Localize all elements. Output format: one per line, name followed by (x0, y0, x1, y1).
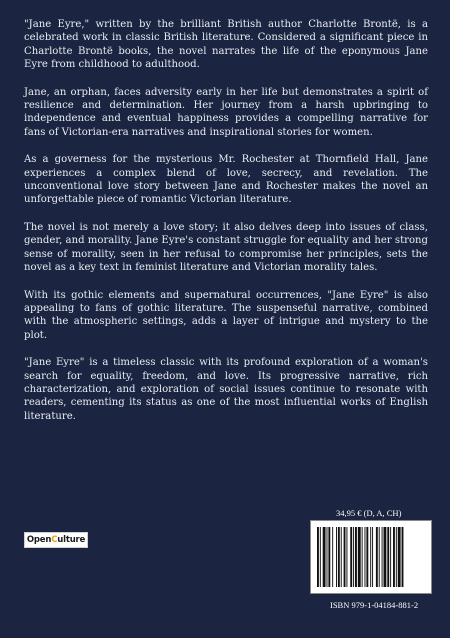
publisher-logo (24, 532, 88, 548)
blurb-paragraph-2: Jane, an orphan, faces adversity early in her life but demonstrates a spirit of resilience and determination. Her journey from a harsh upbringing to independence and eventual happiness provides a compelling narrative for fans of Victorian-era narratives and inspirational stories for women. (24, 86, 428, 138)
blurb-paragraph-1: "Jane Eyre," written by the brilliant British author Charlotte Brontë, is a celebrated work in classic British literature. Considered a significant piece in Charlotte Brontë books, the novel narrates the life of the eponymous Jane Eyre from childhood to adulthood. (24, 19, 428, 71)
publisher-logo-part2: ulture (57, 535, 86, 545)
publisher-logo-accent: C (51, 535, 58, 545)
barcode-bars-icon (315, 527, 427, 587)
price-label: 34,95 € (D, A, CH) (336, 508, 402, 518)
barcode (310, 520, 432, 594)
blurb-paragraph-5: With its gothic elements and supernatural occurrences, "Jane Eyre" is also appealing to fans of gothic literature. The suspenseful narrative, combined with the atmospheric settings, adds a layer of intrigue and mystery to the plot. (24, 289, 428, 341)
publisher-logo-part1: Open (26, 535, 52, 545)
blurb-paragraph-4: The novel is not merely a love story; it also delves deep into issues of class, gender, and morality. Jane Eyre's constant struggle for equality and her strong sense of morality, seen in her refusal to compromise her principles, sets the novel as a key text in feminist literature and Victorian morality tales. (24, 221, 428, 274)
blurb-paragraph-6: "Jane Eyre" is a timeless classic with its profound exploration of a woman's search for equality, freedom, and love. Its progressive narrative, rich characterization, and exploration of social issues continue to resonate with readers, cementing its status as one of the most influential works of English literature. (24, 357, 428, 422)
blurb-paragraph-3: As a governess for the mysterious Mr. Rochester at Thornfield Hall, Jane experiences a complex blend of love, secrecy, and revelation. The unconventional love story between Jane and Rochester makes the novel an unforgettable piece of romantic Victorian literature. (24, 154, 428, 206)
isbn-label: ISBN 979-1-04184-881-2 (330, 600, 419, 610)
back-cover-blurb (24, 18, 428, 437)
